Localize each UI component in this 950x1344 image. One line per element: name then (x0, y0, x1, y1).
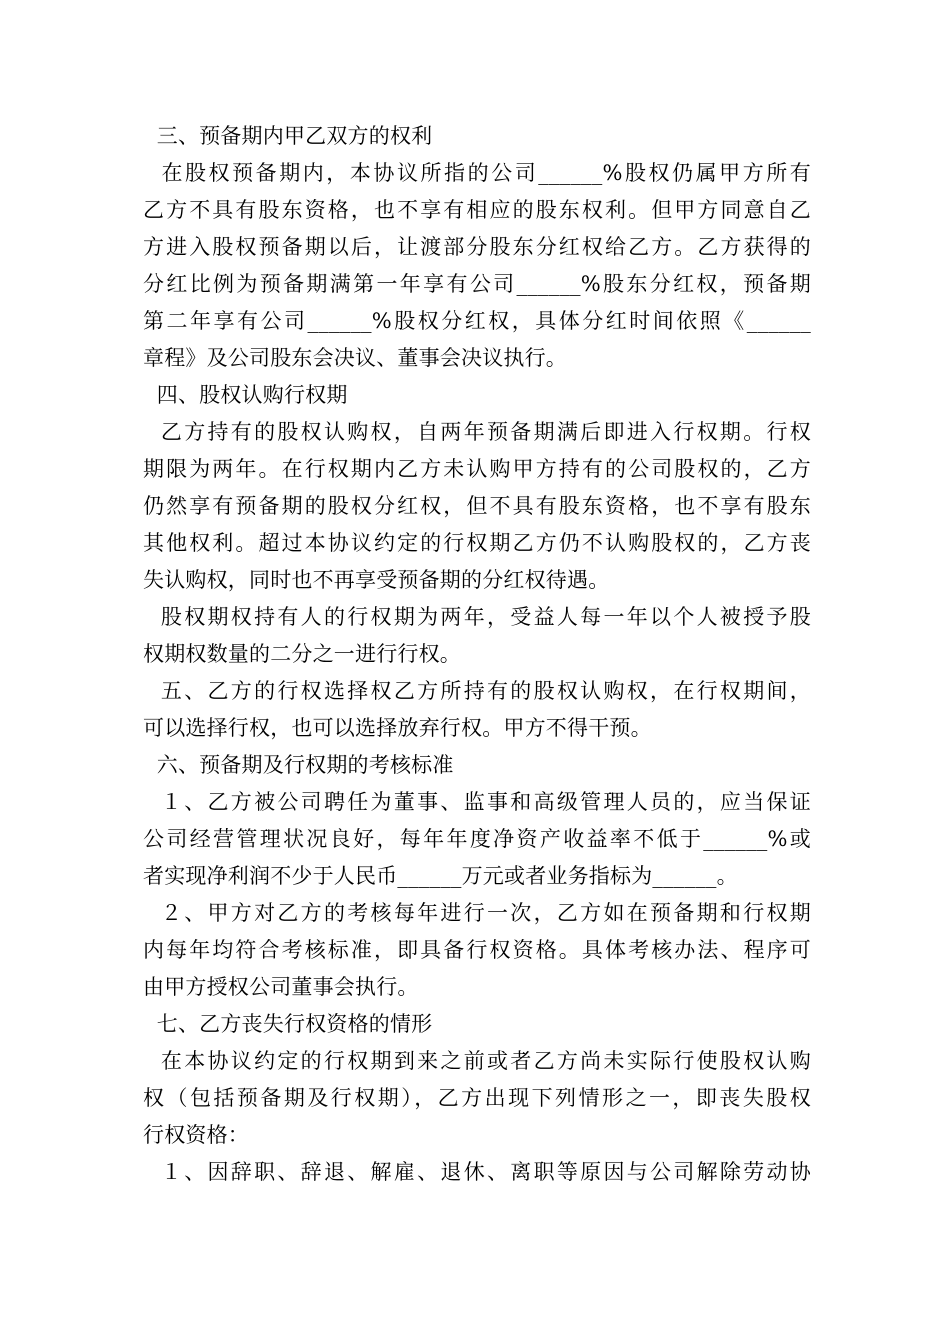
text-line: 四、股权认购行权期 (143, 383, 348, 407)
text-line: 权期权数量的二分之一进行行权。 (143, 642, 461, 666)
text-line: 股权期权持有人的行权期为两年，受益人每一年以个人被授予股 (143, 605, 811, 629)
text-line: 内每年均符合考核标准，即具备行权资格。具体考核办法、程序可 (143, 938, 811, 962)
text-line: 方进入股权预备期以后，让渡部分股东分红权给乙方。乙方获得的 (143, 235, 811, 259)
text-line: 由甲方授权公司董事会执行。 (143, 975, 419, 999)
text-line: 五、乙方的行权选择权乙方所持有的股权认购权，在行权期间， (143, 679, 811, 703)
text-line: 第二年享有公司______%股权分红权，具体分红时间依照《______ (143, 309, 811, 333)
text-line: 乙方不具有股东资格，也不享有相应的股东权利。但甲方同意自乙 (143, 198, 811, 222)
text-line: 行权资格： (143, 1123, 249, 1147)
text-line: 公司经营管理状况良好，每年年度净资产收益率不低于______%或 (143, 827, 811, 851)
text-line: 分红比例为预备期满第一年享有公司______%股东分红权，预备期 (143, 272, 811, 296)
text-line: ２、甲方对乙方的考核每年进行一次，乙方如在预备期和行权期 (143, 901, 811, 925)
text-line: 在本协议约定的行权期到来之前或者乙方尚未实际行使股权认购 (143, 1049, 811, 1073)
text-line: 三、预备期内甲乙双方的权利 (143, 124, 433, 148)
document-body (143, 118, 811, 1191)
text-line: １、因辞职、辞退、解雇、退休、离职等原因与公司解除劳动协 (143, 1160, 811, 1184)
text-line: 章程》及公司股东会决议、董事会决议执行。 (143, 346, 567, 370)
text-line: 乙方持有的股权认购权，自两年预备期满后即进入行权期。行权 (143, 420, 811, 444)
text-line: 其他权利。超过本协议约定的行权期乙方仍不认购股权的，乙方丧 (143, 531, 811, 555)
text-line: １、乙方被公司聘任为董事、监事和高级管理人员的，应当保证 (143, 790, 811, 814)
text-line: 者实现净利润不少于人民币______万元或者业务指标为______。 (143, 864, 738, 888)
text-line: 期限为两年。在行权期内乙方未认购甲方持有的公司股权的，乙方 (143, 457, 811, 481)
text-line: 七、乙方丧失行权资格的情形 (143, 1012, 433, 1036)
text-line: 在股权预备期内，本协议所指的公司______%股权仍属甲方所有 (143, 161, 811, 185)
text-line: 失认购权，同时也不再享受预备期的分红权待遇。 (143, 568, 610, 592)
text-line: 可以选择行权，也可以选择放弃行权。甲方不得干预。 (143, 716, 652, 740)
text-line: 六、预备期及行权期的考核标准 (143, 753, 454, 777)
text-line: 权（包括预备期及行权期），乙方出现下列情形之一，即丧失股权 (143, 1086, 811, 1110)
text-line: 仍然享有预备期的股权分红权，但不具有股东资格，也不享有股东 (143, 494, 811, 518)
